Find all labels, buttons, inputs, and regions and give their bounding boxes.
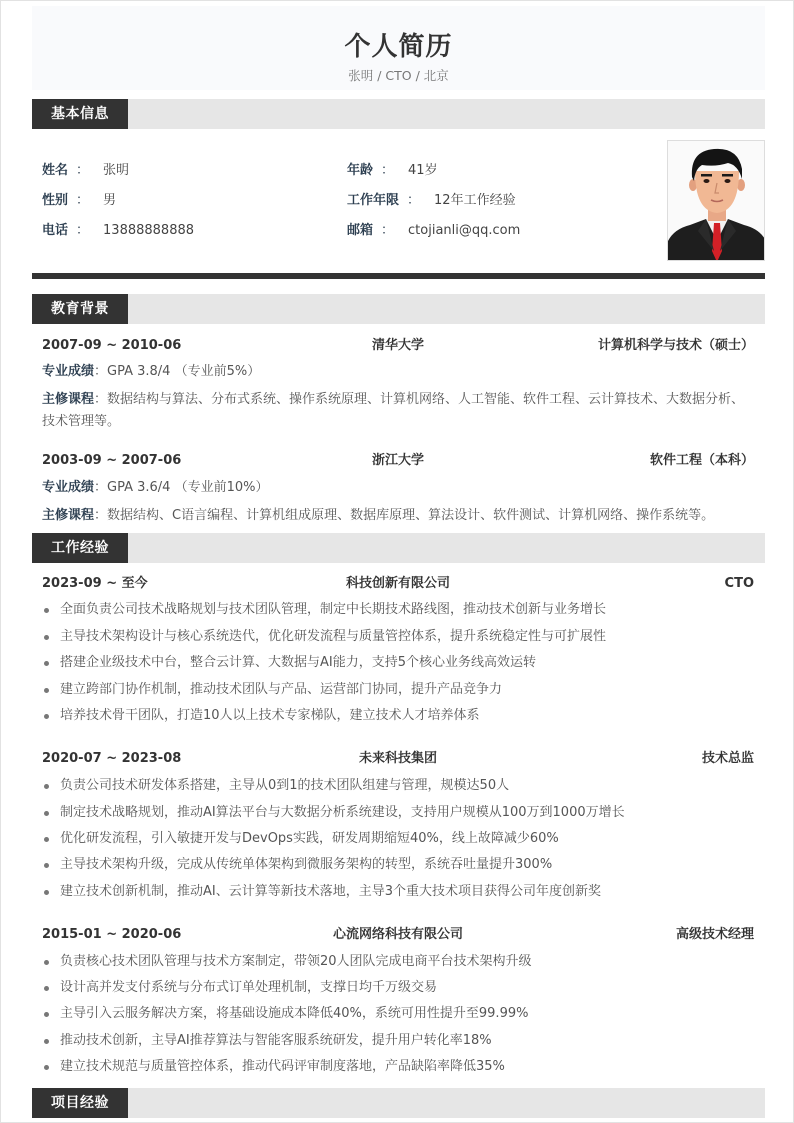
education-date: 2007-09 ~ 2010-06 bbox=[42, 338, 182, 353]
bullet-icon bbox=[44, 837, 49, 842]
bullet-icon bbox=[44, 890, 49, 895]
list-item: 培养技术骨干团队，打造10人以上技术专家梯队，建立技术人才培养体系 bbox=[42, 707, 754, 725]
list-item: 负责公司技术研发体系搭建，主导从0到1的技术团队组建与管理，规模达50人 bbox=[42, 777, 754, 795]
info-age: 年龄 ： 41岁 bbox=[347, 163, 438, 178]
work-title: 技术总监 bbox=[701, 751, 754, 766]
info-gender: 性别 ： 男 bbox=[42, 193, 117, 208]
section-divider bbox=[32, 273, 765, 279]
bullet-icon bbox=[44, 688, 49, 693]
avatar bbox=[667, 140, 765, 261]
info-label: 工作年限 bbox=[347, 193, 400, 208]
page-title: 个人简历 bbox=[344, 32, 453, 62]
bullet-icon bbox=[44, 714, 49, 719]
info-value: 张明 bbox=[103, 163, 130, 178]
info-value: 13888888888 bbox=[103, 223, 195, 238]
section-header-work bbox=[32, 533, 765, 563]
info-value: 41岁 bbox=[408, 163, 438, 178]
info-label: 年龄 bbox=[347, 163, 374, 178]
work-company: 未来科技集团 bbox=[358, 751, 437, 766]
info-years: 工作年限 ： 12年工作经验 bbox=[347, 193, 516, 208]
info-email: 邮箱 ： ctojianli@qq.com bbox=[347, 223, 521, 238]
info-phone: 电话 ： 13888888888 bbox=[42, 223, 195, 238]
info-label: 姓名 bbox=[42, 163, 69, 178]
work-title: 高级技术经理 bbox=[675, 927, 754, 942]
work-company: 心流网络科技有限公司 bbox=[332, 927, 463, 942]
bullet-icon bbox=[44, 1012, 49, 1017]
list-item: 建立跨部门协作机制，推动技术团队与产品、运营部门协同，提升产品竞争力 bbox=[42, 681, 754, 699]
education-school: 浙江大学 bbox=[371, 453, 424, 468]
list-item: 全面负责公司技术战略规划与技术团队管理，制定中长期技术路线图，推动技术创新与业务增长 bbox=[42, 601, 754, 619]
work-entry-heading bbox=[42, 925, 754, 945]
bullet-icon bbox=[44, 863, 49, 868]
work-entry-heading bbox=[42, 749, 754, 769]
info-value: 男 bbox=[103, 193, 117, 208]
list-item: 推动技术创新，主导AI推荐算法与智能客服系统研发，提升用户转化率18% bbox=[42, 1032, 754, 1050]
bullet-icon bbox=[44, 784, 49, 789]
info-label: 邮箱 bbox=[347, 223, 374, 238]
education-courses: 主修课程：数据结构、C语言编程、计算机组成原理、数据库原理、算法设计、软件测试、计算机网络、操作系统等。 bbox=[42, 508, 715, 523]
info-label: 性别 bbox=[42, 193, 69, 208]
work-entry-heading bbox=[42, 574, 754, 594]
education-entry-heading bbox=[42, 336, 754, 356]
list-item: 制定技术战略规划，推动AI算法平台与大数据分析系统建设，支持用户规模从100万到1000万增长 bbox=[42, 804, 754, 822]
education-grade: 专业成绩：GPA 3.8/4 （专业前5%） bbox=[42, 364, 261, 379]
education-school: 清华大学 bbox=[371, 338, 424, 353]
list-item: 建立技术规范与质量管控体系，推动代码评审制度落地，产品缺陷率降低35% bbox=[42, 1058, 754, 1076]
bullet-icon bbox=[44, 1039, 49, 1044]
work-date: 2023-09 ~ 至今 bbox=[42, 576, 148, 591]
education-major: 计算机科学与技术（硕士） bbox=[597, 338, 754, 353]
bullet-icon bbox=[44, 608, 49, 613]
section-title: 教育背景 bbox=[32, 294, 128, 324]
section-title: 项目经验 bbox=[32, 1088, 128, 1118]
education-courses: 主修课程：数据结构与算法、分布式系统、操作系统原理、计算机网络、人工智能、软件工程、云计算技术、大数据分析、技术管理等。 bbox=[42, 392, 745, 429]
list-item: 搭建企业级技术中台，整合云计算、大数据与AI能力，支持5个核心业务线高效运转 bbox=[42, 654, 754, 672]
bullet-icon bbox=[44, 635, 49, 640]
list-item: 设计高并发支付系统与分布式订单处理机制，支撑日均千万级交易 bbox=[42, 979, 754, 997]
section-header-projects bbox=[32, 1088, 765, 1118]
info-value: ctojianli@qq.com bbox=[408, 223, 521, 238]
resume-header bbox=[32, 6, 765, 90]
work-date: 2020-07 ~ 2023-08 bbox=[42, 751, 182, 766]
list-item: 负责核心技术团队管理与技术方案制定，带领20人团队完成电商平台技术架构升级 bbox=[42, 953, 754, 971]
section-title: 基本信息 bbox=[32, 99, 128, 129]
work-date: 2015-01 ~ 2020-06 bbox=[42, 927, 182, 942]
bullet-icon bbox=[44, 986, 49, 991]
bullet-icon bbox=[44, 960, 49, 965]
work-company: 科技创新有限公司 bbox=[345, 576, 450, 591]
page-subtitle: 张明 / CTO / 北京 bbox=[348, 68, 449, 83]
section-header-education bbox=[32, 294, 765, 324]
list-item: 主导引入云服务解决方案，将基础设施成本降低40%，系统可用性提升至99.99% bbox=[42, 1005, 754, 1023]
info-label: 电话 bbox=[42, 223, 69, 238]
section-title: 工作经验 bbox=[32, 533, 128, 563]
info-name: 姓名 ： 张明 bbox=[42, 163, 130, 178]
bullet-icon bbox=[44, 661, 49, 666]
list-item: 主导技术架构升级，完成从传统单体架构到微服务架构的转型，系统吞吐量提升300% bbox=[42, 856, 754, 874]
bullet-icon bbox=[44, 811, 49, 816]
work-title: CTO bbox=[724, 576, 754, 591]
info-value: 12年工作经验 bbox=[434, 193, 516, 208]
education-date: 2003-09 ~ 2007-06 bbox=[42, 453, 182, 468]
list-item: 主导技术架构设计与核心系统迭代，优化研发流程与质量管控体系，提升系统稳定性与可扩展性 bbox=[42, 628, 754, 646]
education-major: 软件工程（本科） bbox=[649, 453, 754, 468]
avatar-portrait-icon bbox=[668, 141, 765, 261]
education-entry-heading bbox=[42, 451, 754, 471]
section-header-basic-info bbox=[32, 99, 765, 129]
list-item: 优化研发流程，引入敏捷开发与DevOps实践，研发周期缩短40%，线上故障减少60% bbox=[42, 830, 754, 848]
education-grade: 专业成绩：GPA 3.6/4 （专业前10%） bbox=[42, 480, 269, 495]
bullet-icon bbox=[44, 1065, 49, 1070]
list-item: 建立技术创新机制，推动AI、云计算等新技术落地，主导3个重大技术项目获得公司年度创新奖 bbox=[42, 883, 754, 901]
